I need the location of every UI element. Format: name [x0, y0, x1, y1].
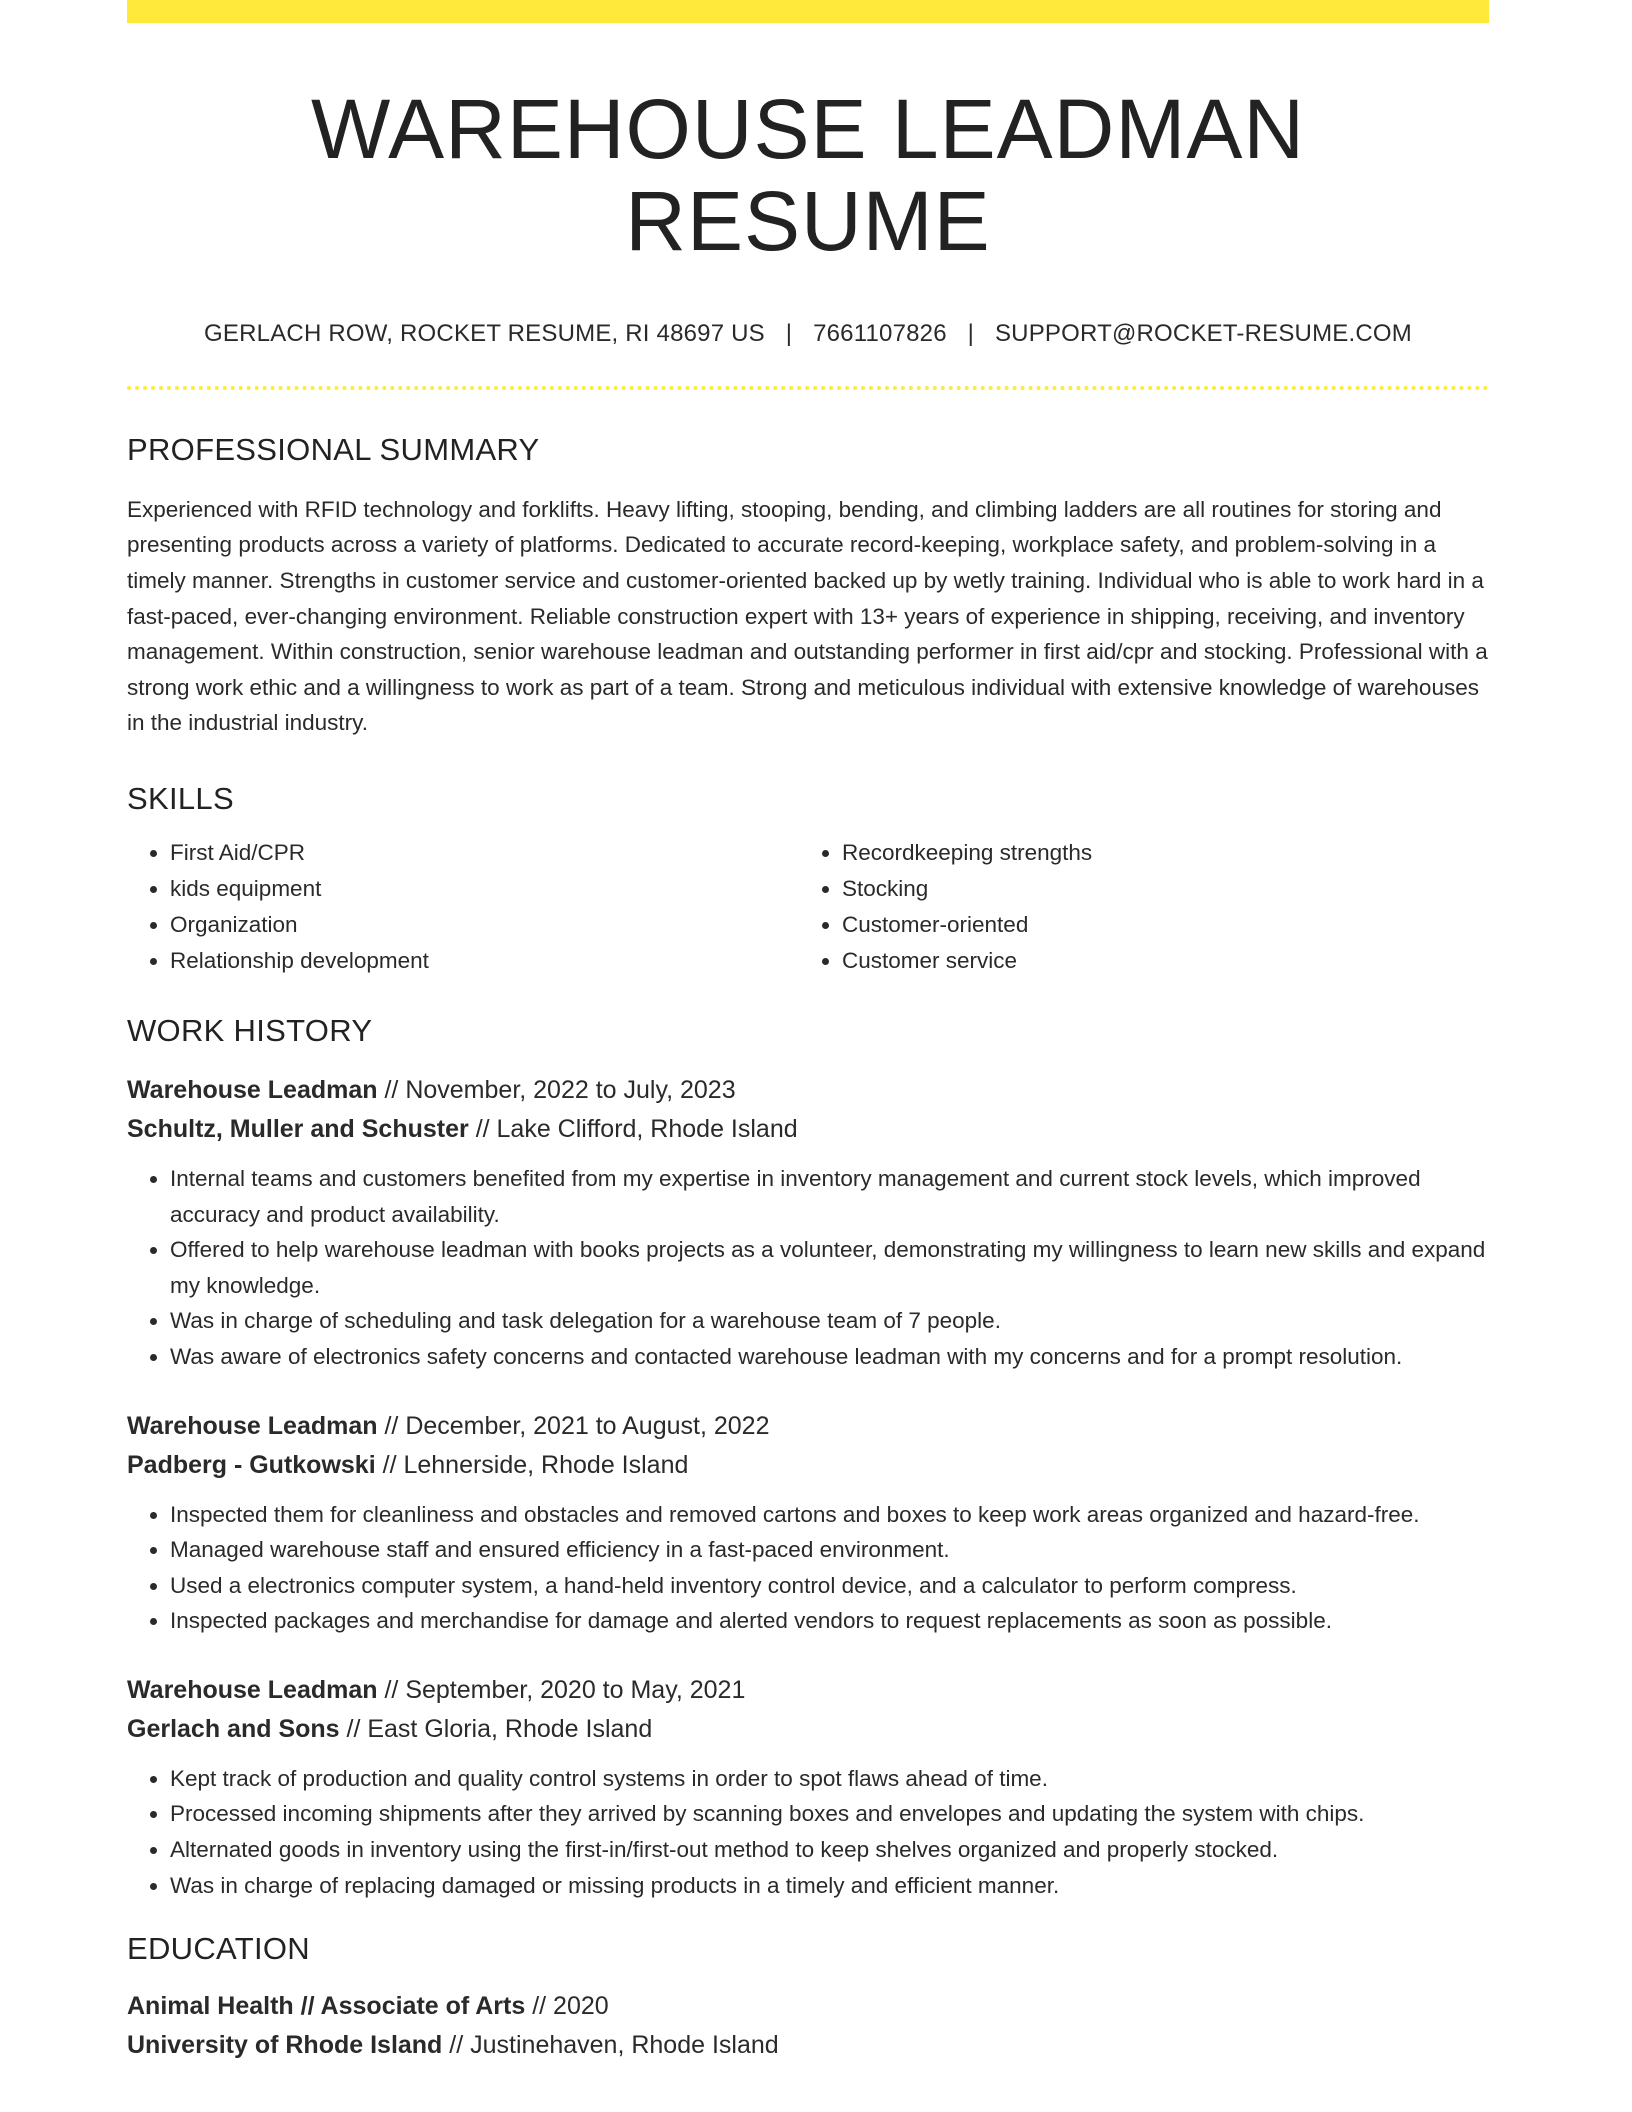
school-line [127, 2026, 1489, 2065]
address-text: GERLACH ROW, ROCKET RESUME, RI 48697 US [204, 319, 765, 347]
degree-line [127, 1987, 1489, 2026]
job-company-line [127, 1446, 1489, 1485]
job-bullet: • Internal teams and customers benefited from my expertise in inventory management and current stock levels, which improved accuracy and product availability. [170, 1161, 1489, 1232]
job-entry [127, 1671, 1489, 1903]
job-dates: // September, 2020 to May, 2021 [384, 1675, 746, 1704]
job-bullet: • Was in charge of replacing damaged or missing products in a timely and efficient manner. [170, 1868, 1489, 1904]
job-bullet: • Inspected packages and merchandise for damage and alerted vendors to request replacements as soon as possible. [170, 1603, 1489, 1639]
job-location: // Lake Clifford, Rhode Island [475, 1114, 798, 1143]
job-title: Warehouse Leadman [127, 1411, 378, 1440]
job-title: Warehouse Leadman [127, 1675, 378, 1704]
job-location: // Lehnerside, Rhode Island [382, 1450, 689, 1479]
contact-separator: | [785, 319, 793, 347]
education-entry [127, 1987, 1489, 2065]
company-name: Schultz, Muller and Schuster [127, 1114, 469, 1143]
job-bullet: • Used a electronics computer system, a hand-held inventory control device, and a calculator to perform compress. [170, 1568, 1489, 1604]
skills-column-right [799, 835, 1471, 979]
skill-item: • Relationship development [170, 943, 799, 979]
skills-heading: SKILLS [127, 780, 234, 816]
job-bullet: • Kept track of production and quality control systems in order to spot flaws ahead of time. [170, 1761, 1489, 1797]
job-title-line [127, 1407, 1489, 1446]
skills-list [127, 835, 1489, 979]
graduation-year: // 2020 [532, 1992, 609, 2021]
job-title: Warehouse Leadman [127, 1075, 378, 1104]
phone-text: 7661107826 [813, 319, 947, 347]
job-bullet: • Inspected them for cleanliness and obstacles and removed cartons and boxes to keep work areas organized and hazard-free. [170, 1497, 1489, 1533]
skill-item: • First Aid/CPR [170, 835, 799, 871]
job-dates: // November, 2022 to July, 2023 [384, 1075, 736, 1104]
job-entry [127, 1071, 1489, 1375]
skill-item: • Stocking [842, 871, 1471, 907]
dotted-divider [127, 386, 1489, 390]
job-bullet: • Alternated goods in inventory using the first-in/first-out method to keep shelves organized and properly stocked. [170, 1832, 1489, 1868]
job-title-line [127, 1071, 1489, 1110]
school-name: University of Rhode Island [127, 2031, 443, 2060]
contact-line [127, 320, 1489, 348]
job-location: // East Gloria, Rhode Island [346, 1714, 653, 1743]
email-text: SUPPORT@ROCKET-RESUME.COM [994, 319, 1412, 347]
job-company-line [127, 1110, 1489, 1149]
work-history-heading: WORK HISTORY [127, 1012, 373, 1048]
school-location: // Justinehaven, Rhode Island [449, 2031, 779, 2060]
skill-item: • Recordkeeping strengths [842, 835, 1471, 871]
job-bullets [127, 1161, 1489, 1375]
education-heading: EDUCATION [127, 1931, 310, 1967]
degree-name: Animal Health // Associate of Arts [127, 1992, 526, 2021]
skill-item: • Organization [170, 907, 799, 943]
job-bullets [127, 1497, 1489, 1639]
summary-heading: PROFESSIONAL SUMMARY [127, 431, 540, 467]
job-bullet: • Was in charge of scheduling and task delegation for a warehouse team of 7 people. [170, 1303, 1489, 1339]
job-bullet: • Managed warehouse staff and ensured efficiency in a fast-paced environment. [170, 1532, 1489, 1568]
job-bullet: • Offered to help warehouse leadman with books projects as a volunteer, demonstrating my willingness to learn new skills and expand my knowledge. [170, 1232, 1489, 1303]
skill-item: • kids equipment [170, 871, 799, 907]
job-bullet: • Was aware of electronics safety concerns and contacted warehouse leadman with my concerns and for a prompt resolution. [170, 1339, 1489, 1375]
contact-separator: | [967, 319, 975, 347]
skill-item: • Customer-oriented [842, 907, 1471, 943]
resume-title: WAREHOUSE LEADMAN RESUME [310, 82, 1306, 269]
job-bullets [127, 1761, 1489, 1903]
skills-column-left [127, 835, 799, 979]
job-bullet: • Processed incoming shipments after they arrived by scanning boxes and envelopes and updating the system with chips. [170, 1796, 1489, 1832]
company-name: Padberg - Gutkowski [127, 1450, 376, 1479]
resume-page [127, 0, 1489, 2065]
skill-item: • Customer service [842, 943, 1471, 979]
accent-top-bar [127, 0, 1489, 23]
job-title-line [127, 1671, 1489, 1710]
job-dates: // December, 2021 to August, 2022 [384, 1411, 770, 1440]
company-name: Gerlach and Sons [127, 1714, 340, 1743]
job-company-line [127, 1710, 1489, 1749]
job-entry [127, 1407, 1489, 1639]
summary-paragraph: Experienced with RFID technology and forklifts. Heavy lifting, stooping, bending, and climbing ladders are all routines for storing and presenting products across a variety of platforms. Dedicated to accurate record-keeping, workplace safety, and problem-solving in a timely manner. Strengths in customer service and customer-oriented backed up by wetly training. Individual who is able to work hard in a fast-paced, ever-changing environment. Reliable construction expert with 13+ years of experience in shipping, receiving, and inventory management. Within construction, senior warehouse leadman and outstanding performer in first aid/cpr and stocking. Professional with a strong work ethic and a willingness to work as part of a team. Strong and meticulous individual with extensive knowledge of warehouses in the industrial industry. [127, 496, 1488, 736]
